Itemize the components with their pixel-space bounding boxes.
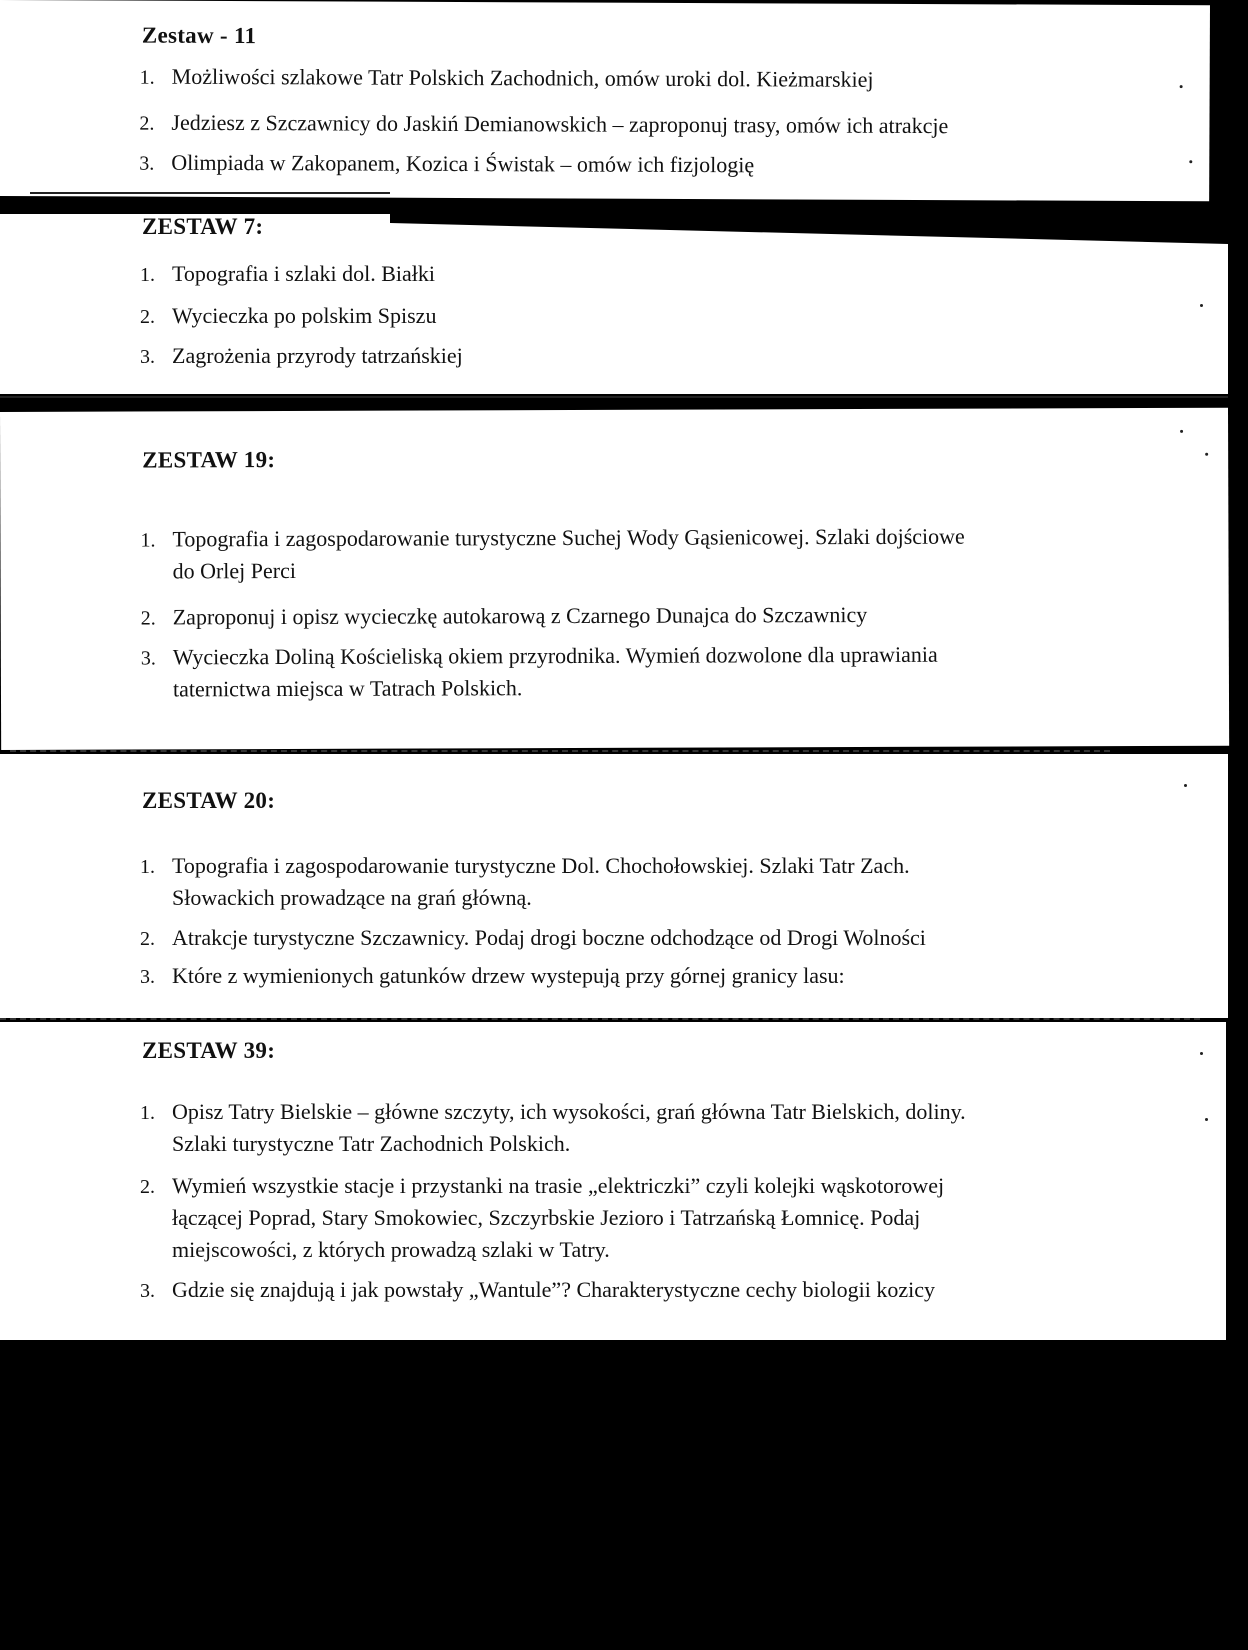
item-text-line: Wymień wszystkie stacje i przystanki na trasie „elektriczki” czyli kolejki wąskotorowej	[172, 1173, 945, 1198]
item-number: 3.	[139, 152, 155, 175]
item-number: 3.	[140, 647, 156, 670]
item-number: 3.	[140, 966, 155, 988]
item-text-line: Szlaki turystyczne Tatr Zachodnich Polskich.	[172, 1131, 571, 1156]
list-item	[140, 258, 435, 291]
list-item	[139, 107, 948, 144]
item-text-block	[172, 1096, 966, 1160]
strip-zestaw-39	[0, 1022, 1226, 1340]
item-text: Olimpiada w Zakopanem, Kozica i Świstak – omów ich fizjologię	[171, 149, 755, 178]
strip-zestaw-19	[0, 408, 1229, 750]
section-title: ZESTAW 39:	[142, 1038, 276, 1063]
item-number: 2.	[139, 112, 155, 135]
section-title: ZESTAW 20:	[142, 788, 276, 813]
item-number: 2.	[140, 1176, 155, 1198]
scan-speck	[1205, 1118, 1208, 1121]
item-text: Atrakcje turystyczne Szczawnicy. Podaj drogi boczne odchodzące od Drogi Wolności	[172, 925, 926, 950]
scan-speck	[1200, 1052, 1203, 1055]
item-text-block	[172, 521, 965, 588]
scan-speck	[1200, 304, 1203, 307]
item-number: 2.	[140, 607, 156, 630]
item-text-block	[173, 639, 938, 706]
list-item	[140, 1096, 966, 1160]
item-text: Które z wymienionych gatunków drzew wystepują przy górnej granicy lasu:	[172, 963, 845, 988]
list-item	[140, 850, 910, 914]
item-text: Jedziesz z Szczawnicy do Jaskiń Demianowskich – zaproponuj trasy, omów ich atrakcje	[171, 109, 949, 139]
item-number: 2.	[140, 928, 155, 950]
cut-line-dashed	[10, 750, 1110, 752]
item-text-block	[172, 850, 910, 914]
scan-speck	[1205, 453, 1208, 456]
list-item	[140, 340, 463, 373]
item-text: Zagrożenia przyrody tatrzańskiej	[172, 343, 463, 368]
strip-zestaw-11	[0, 0, 1210, 201]
cut-line	[30, 192, 390, 194]
item-text-line: Wycieczka Doliną Kościeliską okiem przyrodnika. Wymień dozwolone dla uprawiania	[172, 641, 938, 670]
item-text-line: Topografia i zagospodarowanie turystyczne Dol. Chochołowskiej. Szlaki Tatr Zach.	[172, 853, 910, 878]
list-item	[140, 521, 965, 588]
scan-speck	[1180, 85, 1183, 88]
list-item	[140, 922, 926, 955]
item-text-line: miejscowości, z których prowadzą szlaki w Tatry.	[172, 1237, 610, 1262]
item-number: 1.	[139, 66, 155, 89]
section-title: ZESTAW 19:	[142, 447, 276, 473]
scan-speck	[1189, 160, 1192, 163]
list-item	[140, 61, 874, 97]
list-item	[140, 300, 436, 333]
item-text-line: Słowackich prowadzące na grań główną.	[172, 885, 532, 910]
strip-zestaw-20	[0, 754, 1228, 1018]
item-number: 1.	[140, 856, 155, 878]
item-number: 3.	[140, 346, 155, 368]
item-number: 3.	[140, 1280, 155, 1302]
item-text-line: taternictwa miejsca w Tatrach Polskich.	[172, 675, 523, 702]
item-text: Topografia i szlaki dol. Białki	[172, 261, 436, 286]
item-text: Wycieczka po polskim Spiszu	[172, 303, 437, 328]
list-item	[141, 639, 938, 706]
list-item	[140, 1274, 935, 1307]
section-title: Zestaw - 11	[141, 22, 257, 49]
cut-line-dashed	[0, 1018, 1200, 1020]
item-text: Zaproponuj i opisz wycieczkę autokarową z Czarnego Dunajca do Szczawnicy	[172, 601, 868, 630]
cut-line	[0, 396, 1228, 398]
scan-shadow	[390, 214, 1228, 244]
item-text: Gdzie się znajdują i jak powstały „Wantule”? Charakterystyczne cechy biologii kozicy	[172, 1277, 936, 1302]
list-item	[141, 599, 868, 635]
item-text: Możliwości szlakowe Tatr Polskich Zachodnich, omów uroki dol. Kieżmarskiej	[171, 63, 874, 92]
item-number: 1.	[140, 1102, 155, 1124]
item-text-line: Opisz Tatry Bielskie – główne szczyty, ich wysokości, grań główna Tatr Bielskich, doliny.	[172, 1099, 966, 1124]
item-number: 1.	[140, 264, 155, 286]
list-item	[140, 1170, 944, 1266]
item-number: 2.	[140, 306, 155, 328]
item-text-block	[172, 1170, 944, 1266]
list-item	[140, 960, 845, 993]
item-text-line: do Orlej Perci	[172, 557, 297, 584]
list-item	[139, 147, 754, 183]
section-title: ZESTAW 7:	[142, 214, 264, 239]
item-text-line: Topografia i zagospodarowanie turystyczne Suchej Wody Gąsienicowej. Szlaki dojściowe	[172, 523, 965, 552]
item-text-line: łączącej Poprad, Stary Smokowiec, Szczyrbskie Jezioro i Tatrzańską Łomnicę. Podaj	[172, 1205, 921, 1230]
scan-speck	[1180, 430, 1183, 433]
scan-speck	[1184, 784, 1187, 787]
item-number: 1.	[140, 529, 156, 552]
strip-zestaw-7	[0, 214, 1228, 394]
